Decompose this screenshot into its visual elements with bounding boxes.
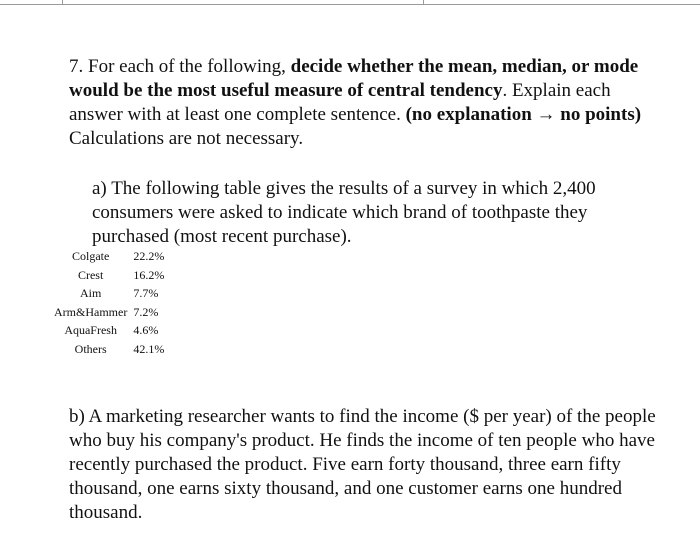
question-after-bold: . Explain each answer with at least one complete sentence. [69, 80, 611, 125]
horizontal-rule [0, 4, 700, 5]
brand-name-cell: Aim [79, 286, 102, 300]
rule-tick [423, 0, 424, 5]
question-closing: Calculations are not necessary. [69, 128, 304, 149]
brand-percent-cell: 7.7% [133, 286, 159, 300]
brand-percent-cell: 22.2% [133, 249, 165, 263]
question-bold-penalty: (no explanation → no points) [405, 104, 642, 125]
table-row [54, 340, 164, 359]
top-cropped-rule [0, 0, 700, 6]
brand-name-cell: Colgate [71, 249, 110, 263]
brand-percent-cell: 42.1% [133, 341, 165, 356]
table-row [54, 266, 164, 285]
part-b-text [41, 405, 661, 525]
brand-percent-cell: 16.2% [133, 267, 165, 282]
part-a [60, 177, 640, 249]
brand-name-cell: Crest [77, 267, 104, 282]
question-number: 7. [69, 56, 84, 77]
question-intro: For each of the following, [88, 56, 286, 77]
brand-percent-cell: 4.6% [133, 323, 159, 337]
rule-tick [62, 0, 63, 5]
table-row [54, 247, 164, 266]
brand-table-body [54, 247, 164, 358]
brand-name-cell: Others [74, 341, 107, 356]
table-row [54, 284, 164, 303]
part-b [41, 405, 661, 525]
table-row [54, 321, 164, 340]
question-bold-instruction: decide whether the mean, median, or mode would be the most useful measure of central tendency [69, 56, 639, 101]
question-text [41, 55, 651, 151]
part-b-body: A marketing researcher wants to find the income ($ per year) of the people who buy his company's product. He finds the income of ten people who have recently purchased the product. Five earn forty thousand, three earn fifty thousand, one earns sixty thousand, and one customer earns one hundred thousand. [69, 406, 656, 523]
question-7 [41, 55, 651, 151]
part-a-label: a) [92, 178, 107, 199]
brand-name-cell: AquaFresh [64, 323, 117, 337]
brand-percent-cell: 7.2% [133, 304, 159, 319]
part-b-label: b) [69, 406, 85, 427]
table-row [54, 303, 164, 322]
part-a-body: The following table gives the results of a survey in which 2,400 consumers were asked to indicate which brand of toothpaste they purchased (most recent purchase). [92, 178, 596, 247]
brand-name-cell: Arm&Hammer [54, 304, 128, 319]
toothpaste-brand-table [54, 247, 164, 358]
part-a-text [60, 177, 640, 249]
